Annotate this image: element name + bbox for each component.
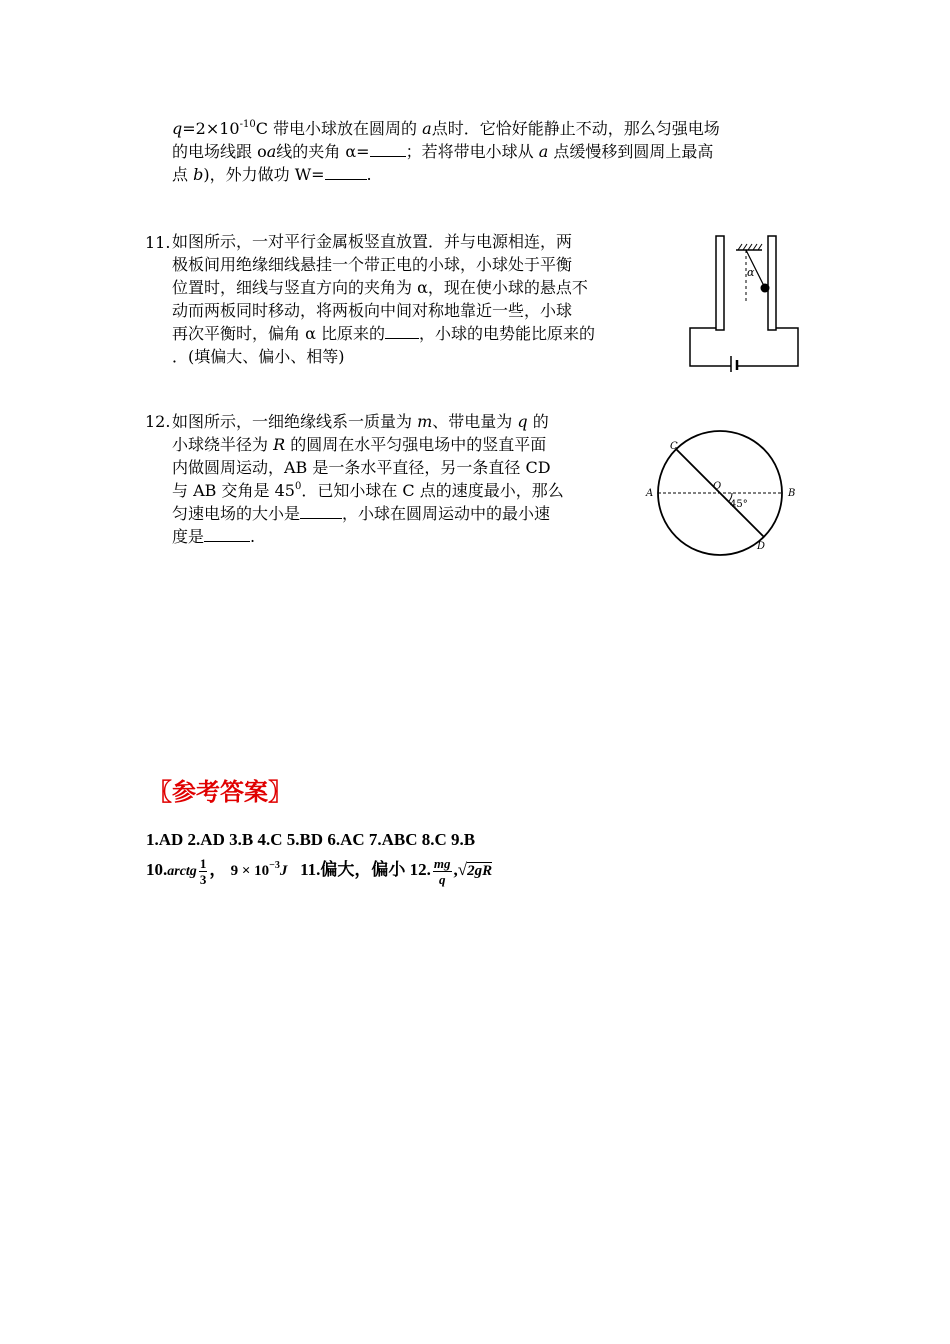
- answer-blank[interactable]: [385, 323, 419, 339]
- q12-line-2: 小球绕半径为 R 的圆周在水平匀强电场中的竖直平面: [172, 435, 547, 454]
- q12-line-4: 与 AB 交角是 $45^0$．已知小球在 C 点的速度最小，那么: [172, 481, 564, 500]
- q11-line-6: ．(填偏大、偏小、相等): [172, 347, 345, 366]
- label-a: A: [646, 488, 654, 499]
- q12-circle-figure: [640, 425, 810, 560]
- left-plate: [716, 236, 724, 330]
- label-d: D: [757, 541, 766, 552]
- fraction-mg-over-q: $\frac{mg}{q}$: [433, 855, 451, 887]
- answer-blank[interactable]: [300, 503, 342, 519]
- q12-line-6: 度是 .: [172, 527, 256, 546]
- q12-line-5: 匀速电场的大小是 ，小球在圆周运动中的最小速: [172, 504, 551, 523]
- label-c: C: [670, 441, 678, 452]
- label-b: B: [788, 488, 796, 499]
- q11-line: 动而两板同时移动，将两板向中间对称地靠近一些，小球: [172, 301, 573, 320]
- q12-line-1: 如图所示，一细绝缘线系一质量为 m、带电量为 q 的: [172, 412, 549, 431]
- angle-alpha-label: α: [747, 266, 755, 279]
- label-o: O: [713, 481, 722, 492]
- q11-parallel-plates-figure: [684, 232, 804, 372]
- answers-line-1: 1.AD 2.AD 3.B 4.C 5.BD 6.AC 7.ABC 8.C 9.B: [146, 830, 476, 849]
- q10-line-3: 点 b)，外力做功 W= .: [172, 165, 372, 184]
- q12-text: [172, 410, 564, 548]
- q12-number: 12.: [145, 412, 171, 431]
- q11-line: 极板间用绝缘细线悬挂一个带正电的小球，小球处于平衡: [172, 255, 573, 274]
- q11-line: 位置时，细线与竖直方向的夹角为 α，现在使小球的悬点不: [172, 278, 588, 297]
- q11-number: 11.: [145, 233, 171, 252]
- answer-section-title: 〖参考答案〗: [148, 778, 292, 806]
- q11-text: [172, 230, 595, 368]
- q10-line-1: $q=2\times 10^{-10}C$ 带电小球放在圆周的 a点时．它恰好能静止不动，那么匀强电场: [172, 119, 720, 138]
- fraction-one-third: $\frac{1}{3}$: [199, 855, 207, 887]
- charged-ball: [761, 284, 770, 293]
- right-wire: [740, 328, 798, 366]
- angle-45-label: 45°: [730, 499, 748, 510]
- q12-line-3: 内做圆周运动，AB 是一条水平直径，另一条直径 CD: [172, 458, 551, 477]
- ceiling-hatch: [738, 244, 762, 250]
- q10-line-2: 的电场线跟 oa线的夹角 α= ；若将带电小球从 a 点缓慢移到圆周上最高: [172, 142, 714, 161]
- left-wire: [690, 328, 728, 366]
- q11-line: 如图所示，一对平行金属板竖直放置．并与电源相连，两: [172, 232, 573, 251]
- answer-blank[interactable]: [370, 141, 406, 157]
- answer-blank[interactable]: [325, 164, 367, 180]
- q10-continuation: [172, 117, 720, 186]
- right-plate: [768, 236, 776, 330]
- sqrt-symbol: √: [457, 860, 468, 879]
- answer-blank[interactable]: [204, 526, 250, 542]
- q11-line-5: 再次平衡时，偏角 α 比原来的 ，小球的电势能比原来的: [172, 324, 595, 343]
- answers-line-2: 10.arctg $\frac{1}{3}$ ， $9 \times 10^{-3}J$ 11.偏大，偏小 12. $\frac{mg}{q}$ ,√2gR: [146, 855, 493, 887]
